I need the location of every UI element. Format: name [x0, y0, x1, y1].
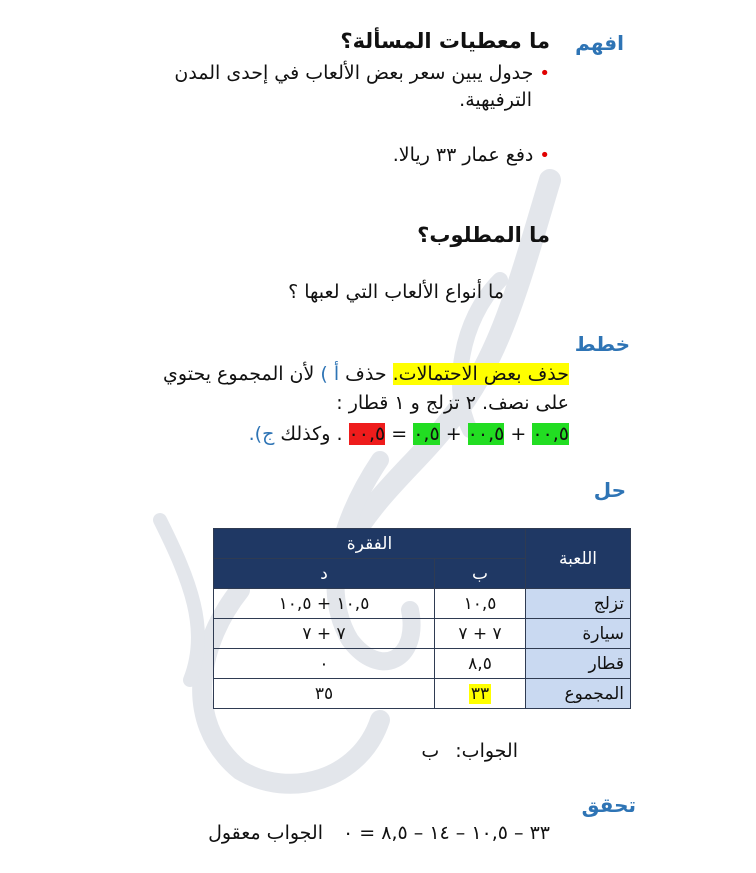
question-required: ما المطلوب؟ — [417, 223, 550, 247]
section-check: تحقق — [581, 793, 636, 817]
header-col-d: د — [214, 559, 435, 589]
check-line — [30, 820, 550, 847]
cell-b: ٨,٥ — [435, 649, 526, 679]
cell-game: قطار — [526, 649, 631, 679]
answer-line — [421, 738, 518, 765]
bullet-icon: • — [539, 63, 550, 84]
section-understand: افهم — [575, 31, 624, 55]
section-solve: حل — [593, 478, 626, 502]
option-a: أ ) — [320, 363, 340, 385]
header-game: اللعبة — [526, 529, 631, 589]
total-highlight: ٣٣ — [470, 683, 490, 704]
bullet2: دفع عمار ٣٣ ريالا. — [392, 144, 534, 166]
section-plan: خطط — [574, 332, 630, 356]
cell-game: سيارة — [526, 619, 631, 649]
header-col-b: ب — [435, 559, 526, 589]
cell-d: ٣٥ — [214, 679, 435, 709]
answer-value: ب — [421, 740, 440, 762]
cell-d: ١٠,٥ + ١٠,٥ — [214, 589, 435, 619]
eq-plus-1: + — [510, 423, 527, 445]
required-text: ما أنواع الألعاب التي لعبها ؟ — [288, 281, 504, 303]
plan-reason: لأن المجموع يحتوي — [163, 363, 315, 385]
cell-game: المجموع — [526, 679, 631, 709]
eq-term-3: ٠,٥ — [413, 423, 440, 445]
cell-d: ٧ + ٧ — [214, 619, 435, 649]
plan-equation — [69, 421, 569, 448]
plan-highlight: حذف بعض الاحتمالات. — [392, 363, 569, 385]
eq-result: ٠٠,٥ — [348, 423, 386, 445]
bullet1-line2: الترفيهية. — [459, 89, 532, 111]
plan-delete: حذف — [345, 363, 387, 385]
table-row — [214, 619, 631, 649]
eq-term-1: ٠٠,٥ — [532, 423, 569, 445]
eq-equals: = — [391, 423, 408, 445]
eq-tail: . وكذلك — [280, 423, 343, 445]
bullet1-line1: جدول يبين سعر بعض الألعاب في إحدى المدن — [174, 62, 534, 84]
prices-table — [213, 528, 631, 709]
cell-b-total — [435, 679, 526, 709]
plan-line1 — [69, 361, 569, 388]
list-item — [393, 142, 550, 169]
bullet-icon: • — [539, 145, 550, 166]
cell-game: تزلج — [526, 589, 631, 619]
answer-label: الجواب: — [455, 740, 518, 762]
question-given: ما معطيات المسألة؟ — [340, 29, 550, 53]
option-c: ج). — [248, 423, 275, 445]
cell-b: ١٠,٥ — [435, 589, 526, 619]
check-equation: ٣٣ – ١٠,٥ – ١٤ – ٨,٥ = ٠ — [343, 822, 550, 844]
table-row-total — [214, 679, 631, 709]
header-paragraph: الفقرة — [214, 529, 526, 559]
plan-line2: على نصف. ٢ تزلج و ١ قطار : — [336, 392, 569, 414]
bullet-list — [80, 60, 550, 114]
cell-b: ٧ + ٧ — [435, 619, 526, 649]
cell-d: ٠ — [214, 649, 435, 679]
table-row — [214, 589, 631, 619]
eq-plus-2: + — [445, 423, 462, 445]
table-header-row — [214, 529, 631, 559]
eq-term-2: ٠٠,٥ — [467, 423, 505, 445]
table-row — [214, 649, 631, 679]
check-verdict: الجواب معقول — [208, 822, 323, 844]
list-item — [80, 60, 550, 87]
